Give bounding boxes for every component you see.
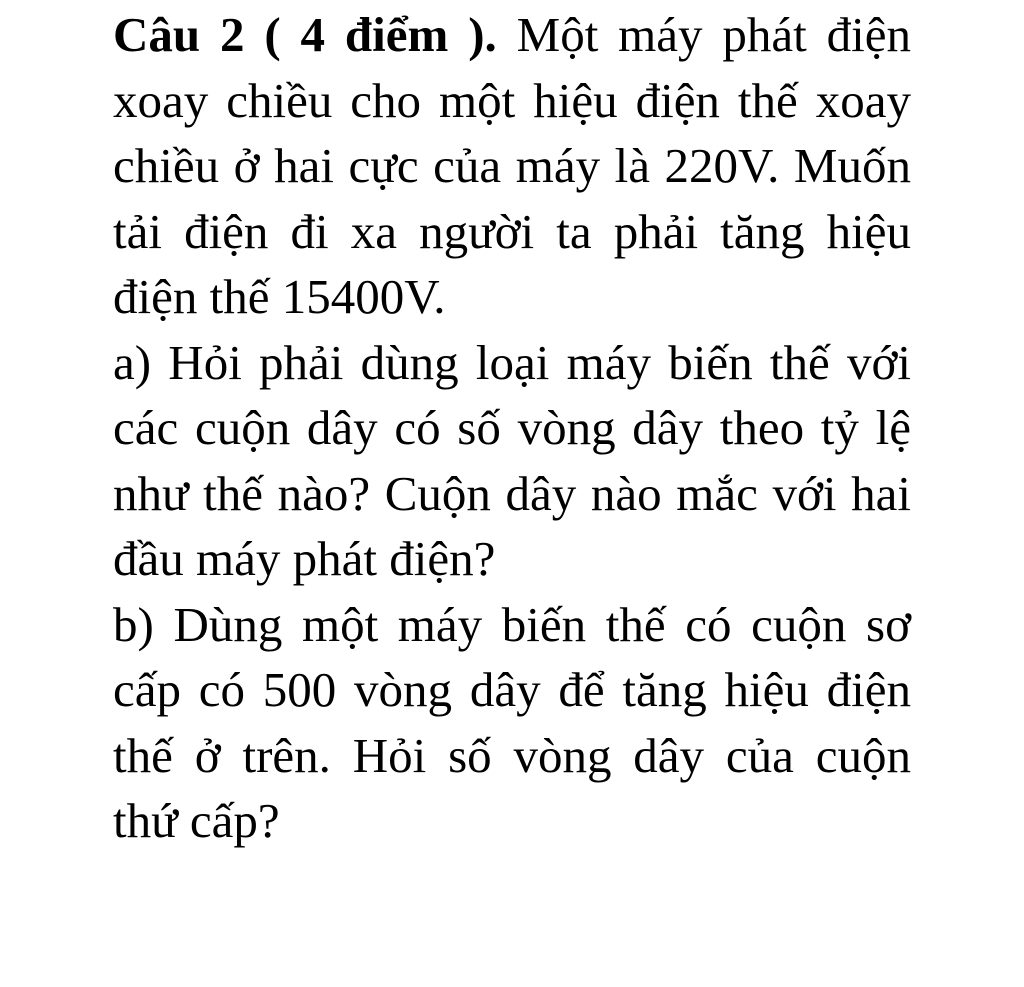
question-intro-text: Một máy phát điện xoay chiều cho một hiệu điện thế xoay chiều ở hai cực của máy là 220V. Muốn tải điện đi xa người ta phải tăng hiệu điện thế 15400V.	[113, 7, 911, 324]
question-part-b: b) Dùng một máy biến thế có cuộn sơ cấp có 500 vòng dây để tăng hiệu điện thế ở trên. Hỏi số vòng dây của cuộn thứ cấp?	[113, 596, 911, 848]
document-page	[113, 2, 911, 854]
question-intro-paragraph	[113, 2, 911, 330]
question-heading: Câu 2 ( 4 điểm ).	[113, 7, 497, 62]
question-part-a: a) Hỏi phải dùng loại máy biến thế với các cuộn dây có số vòng dây theo tỷ lệ như thế nào? Cuộn dây nào mắc với hai đầu máy phát điện?	[113, 334, 911, 586]
